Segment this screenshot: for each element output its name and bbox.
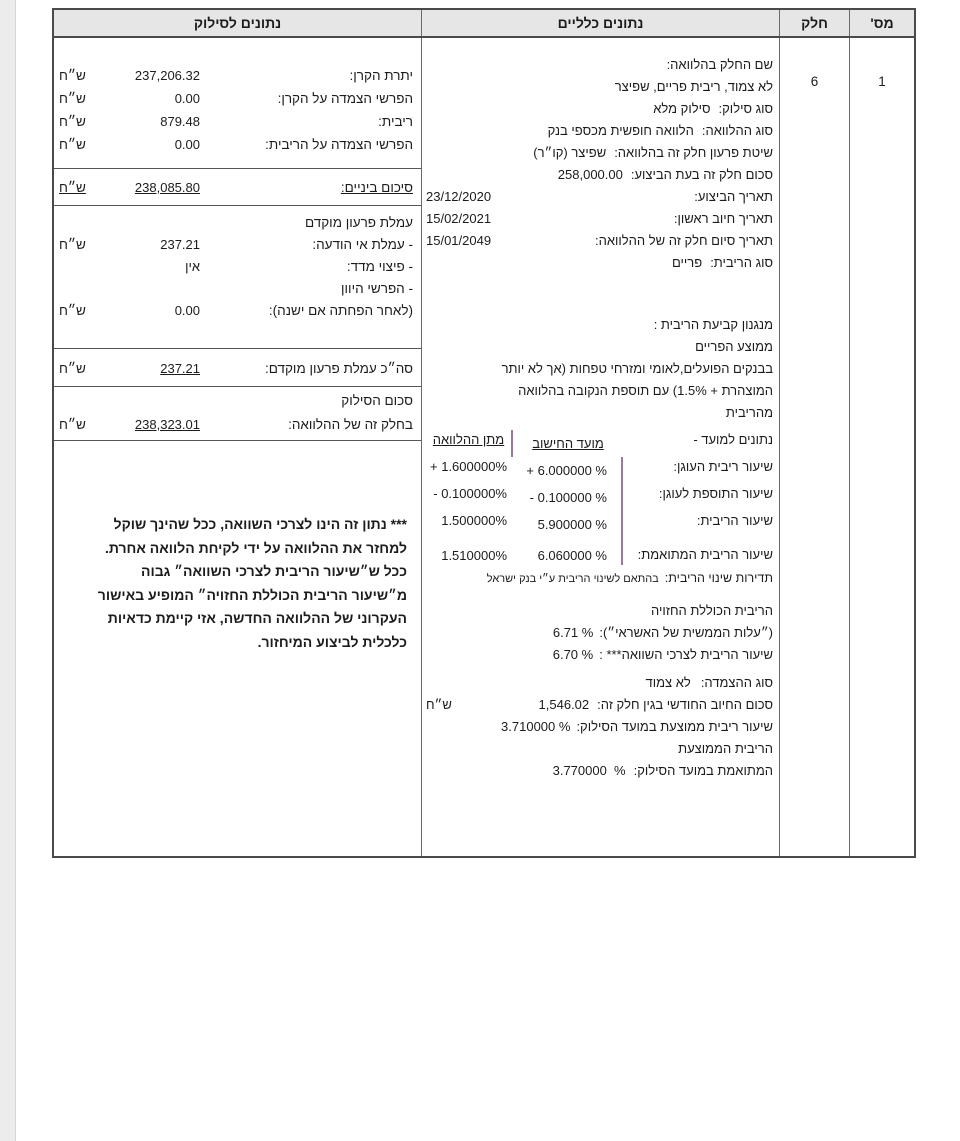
exec-date-label: תאריך הביצוע: [694, 189, 773, 204]
capitalization-diff-row-1 [54, 278, 421, 300]
rate-label: שיעור הריבית: [696, 513, 773, 528]
expected-total-rate-line [426, 622, 773, 644]
avg-rate-label: שיעור ריבית ממוצעת במועד הסילוק: [576, 719, 773, 734]
subtotal-section [54, 169, 421, 206]
exec-amount-line [426, 164, 773, 186]
settlement-balance-section [54, 38, 421, 169]
comparison-note [54, 513, 421, 654]
subtotal-label: סיכום ביניים: [340, 180, 413, 195]
index-compensation-row [54, 256, 421, 278]
rate-label: שיעור הריבית המתואמת: [637, 547, 773, 562]
monthly-charge-line [426, 694, 773, 716]
monthly-charge-currency: ש״ח [426, 697, 452, 712]
rate-change-frequency-value: בהתאם לשינוי הריבית ע״י בנק ישראל [486, 573, 659, 585]
row-label: - הפרשי היוון [341, 281, 413, 296]
first-charge-line [426, 208, 773, 230]
row-value: 237,206.32 [134, 68, 200, 83]
note-line: כלכלית לביצוע המיחזור. [257, 633, 407, 650]
row-label: יתרת הקרן: [349, 68, 413, 83]
page-edge-strip [0, 0, 16, 1141]
principal-linkage-row [54, 87, 421, 110]
rates-header-row [426, 430, 773, 457]
currency-label: ש״ח [59, 68, 86, 83]
table-header-row [54, 10, 914, 38]
note-line: למחזר את ההלוואה על ידי לקיחת הלוואה אחרת. [104, 539, 407, 556]
exec-date-line [426, 186, 773, 208]
payoff-amount-row-2 [54, 413, 421, 437]
avg-adjusted-rate-value: 3.770000 % [552, 763, 626, 778]
comparison-rate-label: שיעור הריבית לצרכי השוואה*** : [599, 647, 773, 662]
rates-col-loan-grant: מתן ההלוואה [432, 432, 505, 447]
capitalization-diff-row-2 [54, 300, 421, 322]
interest-type-line [426, 252, 773, 274]
note-line: *** נתון זה הינו לצרכי השוואה, ככל שהינך שוקל [113, 516, 407, 532]
payoff-type-value: סילוק מלא [653, 101, 711, 116]
row-label: (לאחר הפחתה אם ישנה): [268, 303, 413, 318]
expected-total-rate-value: 6.71 % [552, 625, 594, 640]
rate-calc-value: + 6.000000 % [511, 457, 623, 484]
header-cell-general-data: נתונים כלליים [422, 10, 780, 36]
row-label: ריבית: [378, 114, 413, 129]
header-cell-settlement-data: נתונים לסילוק [54, 10, 422, 36]
interest-type-label: סוג הריבית: [710, 255, 773, 270]
linkage-type-line [426, 672, 773, 694]
loan-type-label: סוג ההלוואה: [701, 123, 773, 138]
row-value: אין [185, 259, 200, 274]
row-label: הפרשי הצמדה על הקרן: [277, 91, 413, 106]
currency-label: ש״ח [59, 361, 86, 376]
note-line: ככל ש״שיעור הריבית לצרכי השוואה״ גבוה [141, 563, 407, 579]
currency-label: ש״ח [59, 91, 86, 106]
avg-adjusted-rate-line [426, 760, 773, 782]
currency-label: ש״ח [59, 114, 86, 129]
currency-label: ש״ח [59, 137, 86, 152]
linkage-type-value: לא צמוד [645, 675, 691, 690]
exec-amount-value: 258,000.00 [557, 167, 623, 182]
header-cell-number: מס' [870, 15, 894, 31]
total-fee-value: 237.21 [160, 361, 200, 376]
row-label: הפרשי הצמדה על הריבית: [265, 137, 413, 152]
rates-col-calc-date: מועד החישוב [511, 430, 623, 457]
avg-rate-line [426, 716, 773, 738]
loan-type-line [426, 120, 773, 142]
end-date-line [426, 230, 773, 252]
avg-adjusted-rate-title: הריבית הממוצעת [678, 741, 773, 756]
row-label: - פיצוי מדד: [346, 259, 413, 274]
exec-date-value: 23/12/2020 [426, 189, 492, 204]
repay-method-value: שפיצר (קו״ר) [533, 145, 607, 160]
total-fee-label: סה״כ עמלת פרעון מוקדם: [264, 361, 413, 376]
total-fee-section [54, 349, 421, 387]
linkage-type-label: סוג ההצמדה: [700, 675, 773, 690]
note-line: מ״שיעור הריבית הכוללת החזויה״ המופיע באישור [97, 586, 407, 603]
prepayment-fee-section [54, 206, 421, 349]
header-cell-part: חלק [780, 10, 850, 36]
mechanism-line-2: בבנקים הפועלים,לאומי ומזרחי טפחות (אך לא יותר [501, 361, 773, 376]
first-charge-label: תאריך חיוב ראשון: [673, 211, 773, 226]
rate-grant-value: - 0.100000% [433, 486, 507, 501]
rate-calc-value: 5.900000 % [511, 511, 623, 538]
rate-grant-value: + 1.600000% [430, 459, 507, 474]
cell-general-data [422, 38, 780, 856]
comparison-rate-line [426, 644, 773, 666]
comparison-rate-value: 6.70 % [552, 647, 594, 662]
part-name-label: שם החלק בהלוואה: [666, 57, 773, 72]
rate-row-margin [426, 484, 773, 511]
currency-label: ש״ח [59, 417, 86, 432]
payoff-label-line-2: בחלק זה של ההלוואה: [288, 417, 413, 432]
first-charge-value: 15/02/2021 [426, 211, 492, 226]
rate-change-frequency-line [426, 567, 773, 590]
rate-label: שיעור התוספת לעוגן: [658, 486, 773, 501]
cell-row-number: 1 [878, 74, 886, 89]
row-label: - עמלת אי הודעה: [312, 237, 413, 252]
interest-linkage-row [54, 133, 421, 156]
mechanism-line-4: מהריבית [725, 405, 773, 420]
exec-amount-label: סכום חלק זה בעת הביצוע: [630, 167, 773, 182]
payoff-label-line-1: סכום הסילוק [341, 393, 413, 408]
avg-rate-value: 3.710000 % [501, 719, 571, 734]
spacer [426, 274, 773, 314]
currency-label: ש״ח [59, 237, 86, 252]
subtotal-row [54, 176, 421, 199]
repay-method-line [426, 142, 773, 164]
payoff-type-line [426, 98, 773, 120]
rate-row-interest [426, 511, 773, 538]
rate-calc-value: 6.060000 % [511, 538, 623, 565]
part-name-value: לא צמוד, ריבית פריים, שפיצר [614, 79, 773, 94]
rate-grant-value: 1.510000% [441, 548, 507, 563]
monthly-charge-value: 1,546.02 [538, 697, 590, 712]
avg-adjusted-rate-label: המתואמת במועד הסילוק: [633, 763, 773, 778]
interest-type-value: פריים [672, 255, 703, 270]
rate-change-frequency-label: תדירות שינוי הריבית: [664, 571, 773, 585]
mechanism-title: מנגנון קביעת הריבית : [653, 317, 773, 332]
spacer [426, 590, 773, 600]
currency-label: ש״ח [59, 303, 86, 318]
cell-part-number: 6 [780, 38, 850, 856]
payoff-amount-row-1 [54, 389, 421, 413]
end-date-value: 15/01/2049 [426, 233, 492, 248]
loan-part-table [52, 8, 916, 858]
expected-total-rate-title: הריבית הכוללת החזויה [651, 603, 773, 618]
prepayment-fee-title: עמלת פרעון מוקדם [304, 215, 413, 230]
mechanism-line-3: המוצהרת + 1.5%) עם תוספת הנקובה בהלוואה [518, 383, 773, 398]
table-body-row [54, 38, 914, 856]
payoff-amount-section [54, 387, 421, 441]
principal-balance-row [54, 64, 421, 87]
prepayment-fee-title-row [54, 212, 421, 234]
subtotal-value: 238,085.80 [134, 180, 200, 195]
end-date-label: תאריך סיום חלק זה של ההלוואה: [595, 233, 773, 248]
loan-type-value: הלוואה חופשית מכספי בנק [547, 123, 694, 138]
monthly-charge-label: סכום החיוב החודשי בגין חלק זה: [597, 697, 773, 712]
rate-grant-value: 1.500000% [441, 513, 507, 528]
no-notice-fee-row [54, 234, 421, 256]
row-value: 237.21 [160, 237, 200, 252]
payoff-value: 238,323.01 [134, 417, 200, 432]
total-fee-row [54, 357, 421, 380]
rate-row-adjusted [426, 538, 773, 565]
row-value: 0.00 [174, 303, 200, 318]
note-line: העקרוני של ההלוואה החדשה, אזי קיימת כדאיות [107, 610, 407, 626]
repay-method-label: שיטת פרעון חלק זה בהלוואה: [614, 145, 773, 160]
row-value: 0.00 [174, 137, 200, 152]
payoff-type-label: סוג סילוק: [718, 101, 773, 116]
cell-settlement-data [54, 38, 422, 856]
expected-total-rate-label: (״עלות הממשית של האשראי״): [599, 625, 773, 640]
row-value: 0.00 [174, 91, 200, 106]
rates-row-label: נתונים למועד - [693, 432, 773, 447]
rate-calc-value: - 0.100000 % [511, 484, 623, 511]
interest-row [54, 110, 421, 133]
row-value: 879.48 [160, 114, 200, 129]
currency-label: ש״ח [59, 180, 86, 195]
mechanism-line-1: ממוצע הפריים [695, 339, 773, 354]
rate-row-anchor [426, 457, 773, 484]
rate-label: שיעור ריבית העוגן: [673, 459, 773, 474]
